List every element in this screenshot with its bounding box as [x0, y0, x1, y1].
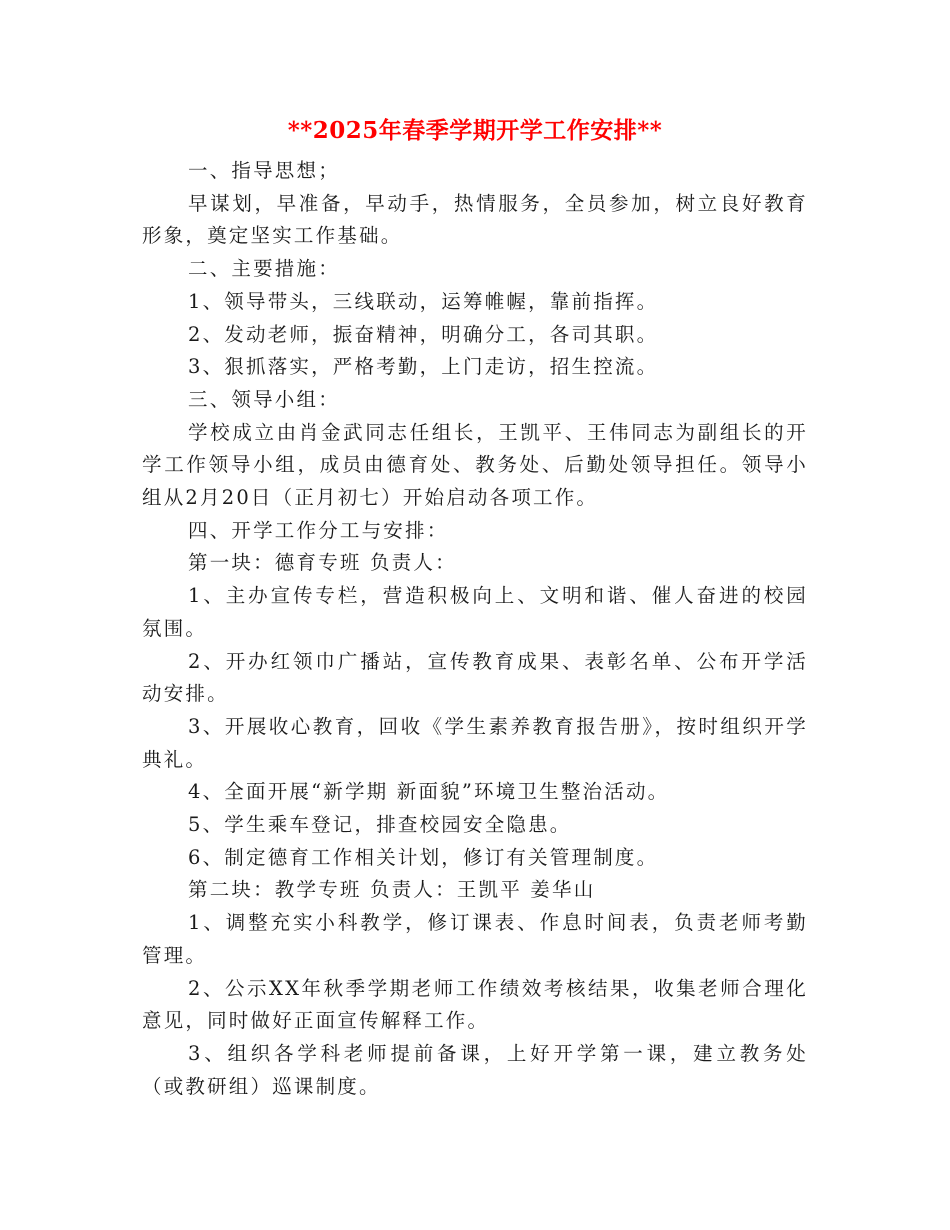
paragraph-block-1-item-6: 6、制定德育工作相关计划，修订有关管理制度。 [188, 845, 659, 869]
paragraph-guiding-heading: 一、指导思想； [188, 159, 340, 182]
paragraph-measure-2: 2、发动老师，振奋精神，明确分工，各司其职。 [188, 322, 659, 346]
paragraph-measure-3: 3、狠抓落实，严格考勤，上门走访，招生控流。 [188, 355, 659, 379]
paragraph-block-1-item-3: 3、开展收心教育，回收《学生素养教育报告册》，按时组织开学典礼。 [142, 714, 808, 771]
paragraph-block-1-item-4: 4、全面开展“新学期 新面貌”环境卫生整治活动。 [188, 780, 670, 804]
paragraph-measures-heading: 二、主要措施： [188, 257, 340, 281]
paragraph-measure-1: 1、领导带头，三线联动，运筹帷幄，靠前指挥。 [188, 289, 659, 313]
paragraph-guiding-body: 早谋划，早准备，早动手，热情服务，全员参加，树立良好教育形象，奠定坚实工作基础。 [142, 191, 808, 248]
paragraph-block-2-heading: 第二块：教学专班 负责人：王凯平 姜华山 [188, 878, 596, 902]
document-page [142, 112, 808, 1103]
paragraph-block-2-item-1: 1、调整充实小科教学，修订课表、作息时间表，负责老师考勤管理。 [142, 911, 808, 967]
paragraph-block-1-item-2: 2、开办红领巾广播站，宣传教育成果、表彰名单、公布开学活动安排。 [142, 649, 808, 706]
paragraph-block-2-item-3: 3、组织各学科老师提前备课，上好开学第一课，建立教务处（或教研组）巡课制度。 [142, 1041, 808, 1098]
paragraph-division-heading: 四、开学工作分工与安排： [188, 518, 449, 542]
paragraph-block-1-item-1: 1、主办宣传专栏，营造积极向上、文明和谐、催人奋进的校园氛围。 [142, 584, 808, 640]
paragraph-block-1-heading: 第一块：德育专班 负责人： [188, 551, 457, 575]
paragraph-leadership-heading: 三、领导小组： [188, 387, 340, 411]
document-title: **2025年春季学期开学工作安排** [287, 117, 663, 144]
paragraph-block-2-item-2: 2、公示XX年秋季学期老师工作绩效考核结果，收集老师合理化意见，同时做好正面宣传解释工作。 [142, 976, 808, 1033]
paragraph-leadership-body: 学校成立由肖金武同志任组长，王凯平、王伟同志为副组长的开学工作领导小组，成员由德育处、教务处、后勤处领导担任。领导小组从2月20日（正月初七）开始启动各项工作。 [142, 420, 808, 510]
paragraph-block-1-item-5: 5、学生乘车登记，排查校园安全隐患。 [188, 813, 572, 837]
